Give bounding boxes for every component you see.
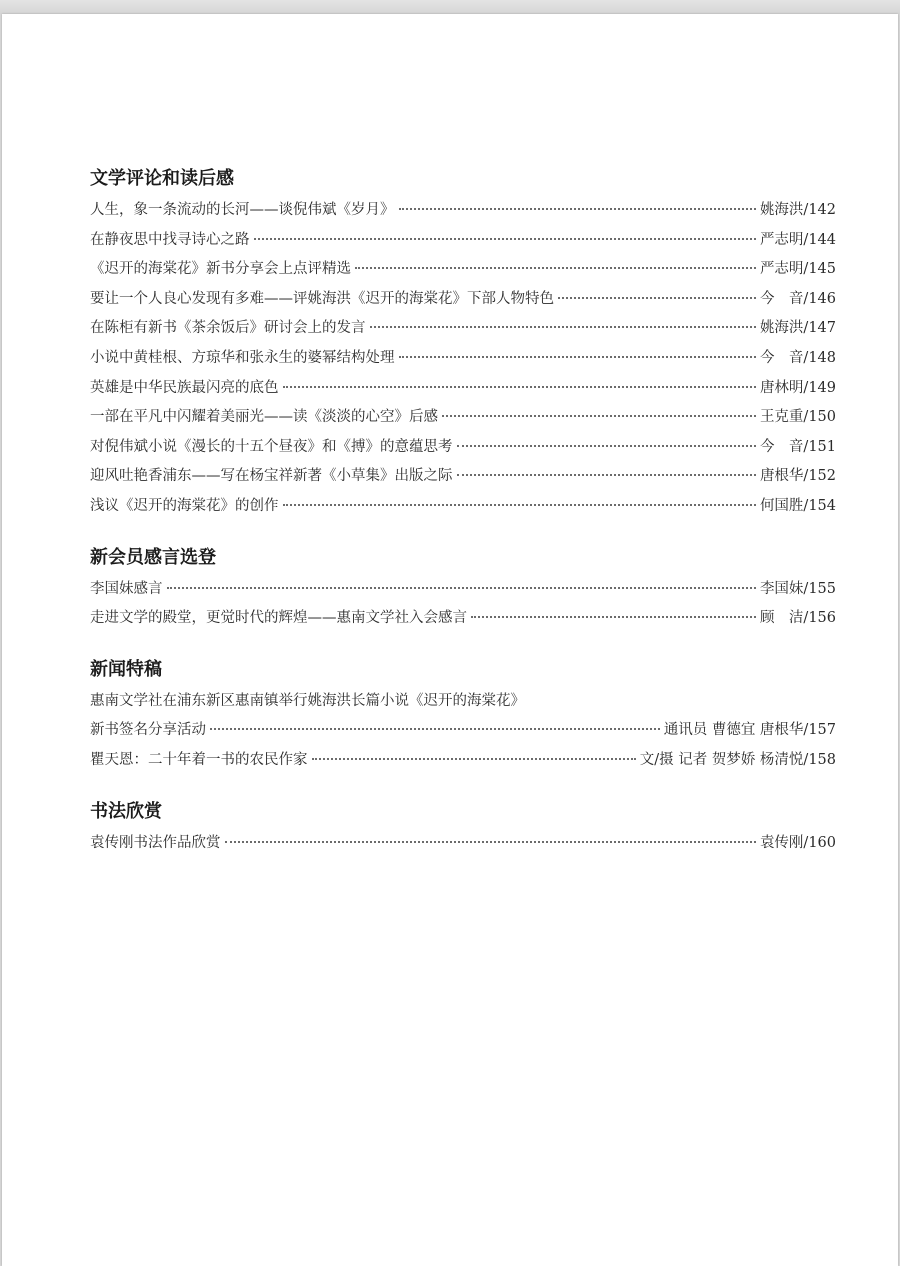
entry-title: 在静夜思中找寻诗心之路 <box>90 231 250 248</box>
toc-section-new-member-remarks <box>90 546 836 634</box>
toc-entry <box>90 746 836 776</box>
dot-leader <box>471 616 756 618</box>
toc-entry <box>90 687 836 717</box>
entry-title: 瞿天恩：二十年着一书的农民作家 <box>90 751 308 768</box>
entry-author-page: 何国胜/154 <box>759 497 836 514</box>
entry-title: 在陈柜有新书《茶余饭后》研讨会上的发言 <box>90 320 366 337</box>
entry-author-page: 唐根华/152 <box>759 468 836 485</box>
dot-leader <box>225 841 756 843</box>
entry-author-page: 文/摄 记者 贺梦娇 杨清悦/158 <box>639 751 836 768</box>
entry-author-page: 王克重/150 <box>759 409 836 426</box>
entry-author-page: 今 音/148 <box>759 349 836 366</box>
entry-title: 迎风吐艳香浦东——写在杨宝祥新著《小草集》出版之际 <box>90 468 453 485</box>
section-title: 文学评论和读后感 <box>90 168 234 189</box>
dot-leader <box>457 445 756 447</box>
dot-leader <box>399 356 756 358</box>
dot-leader <box>558 297 756 299</box>
entry-author-page: 姚海洪/147 <box>759 320 836 337</box>
entry-title: 袁传刚书法作品欣赏 <box>90 834 221 851</box>
dot-leader <box>254 238 756 240</box>
table-of-contents <box>90 167 836 882</box>
dot-leader <box>399 208 756 210</box>
toc-section-calligraphy <box>90 800 836 859</box>
toc-section-news-features <box>90 658 836 776</box>
toc-entry <box>90 829 836 859</box>
entry-title: 英雄是中华民族最闪亮的底色 <box>90 379 279 396</box>
entry-title: 人生，象一条流动的长河——谈倪伟斌《岁月》 <box>90 202 395 218</box>
toc-entry <box>90 575 836 605</box>
toc-entry <box>90 604 836 634</box>
toc-entry <box>90 403 836 433</box>
entry-title: 新书签名分享活动 <box>90 722 206 739</box>
entry-title: 对倪伟斌小说《漫长的十五个昼夜》和《搏》的意蕴思考 <box>90 438 453 455</box>
entry-title: 《迟开的海棠花》新书分享会上点评精选 <box>90 261 351 278</box>
toc-entry <box>90 285 836 315</box>
toc-section-literary-criticism <box>90 167 836 522</box>
section-title: 新会员感言选登 <box>90 546 216 568</box>
toc-entry <box>90 433 836 463</box>
section-title: 新闻特稿 <box>90 658 162 680</box>
dot-leader <box>283 504 756 506</box>
entry-author-page: 袁传刚/160 <box>759 834 836 851</box>
entry-author-page: 顾 洁/156 <box>759 610 836 627</box>
toc-entry <box>90 374 836 404</box>
toc-entry <box>90 462 836 492</box>
entry-author-page: 严志明/145 <box>759 261 836 278</box>
toc-entry <box>90 226 836 256</box>
entry-title: 一部在平凡中闪耀着美丽光——读《淡淡的心空》后感 <box>90 409 438 426</box>
dot-leader <box>312 758 636 760</box>
entry-title: 浅议《迟开的海棠花》的创作 <box>90 497 279 514</box>
toc-entry <box>90 255 836 285</box>
entry-author-page: 唐林明/149 <box>759 379 836 396</box>
dot-leader <box>355 267 756 269</box>
dot-leader <box>370 326 756 328</box>
entry-author-page: 今 音/151 <box>759 438 836 455</box>
entry-author-page: 通讯员 曹德宜 唐根华/157 <box>663 722 836 739</box>
toc-entry <box>90 492 836 522</box>
entry-title: 要让一个人良心发现有多难——评姚海洪《迟开的海棠花》下部人物特色 <box>90 290 554 307</box>
entry-author-page: 今 音/146 <box>759 290 836 307</box>
entry-title: 惠南文学社在浦东新区惠南镇举行姚海洪长篇小说《迟开的海棠花》 <box>90 692 525 709</box>
entry-author-page: 李国妹/155 <box>759 580 836 597</box>
dot-leader <box>457 474 756 476</box>
entry-title: 走进文学的殿堂，更觉时代的辉煌——惠南文学社入会感言 <box>90 610 467 627</box>
dot-leader <box>442 415 756 417</box>
entry-author-page: 姚海洪/142 <box>759 202 836 218</box>
toc-entry <box>90 196 836 226</box>
toc-entry <box>90 314 836 344</box>
toc-entry <box>90 344 836 374</box>
toc-entry <box>90 716 836 746</box>
dot-leader <box>210 728 660 730</box>
viewer-top-band <box>0 0 900 14</box>
document-page <box>2 14 898 1266</box>
dot-leader <box>283 386 756 388</box>
dot-leader <box>167 587 756 589</box>
entry-author-page: 严志明/144 <box>759 231 836 248</box>
entry-title: 李国妹感言 <box>90 580 163 597</box>
section-title: 书法欣赏 <box>90 800 162 822</box>
entry-title: 小说中黄桂根、方琼华和张永生的婆幂结构处理 <box>90 349 395 366</box>
